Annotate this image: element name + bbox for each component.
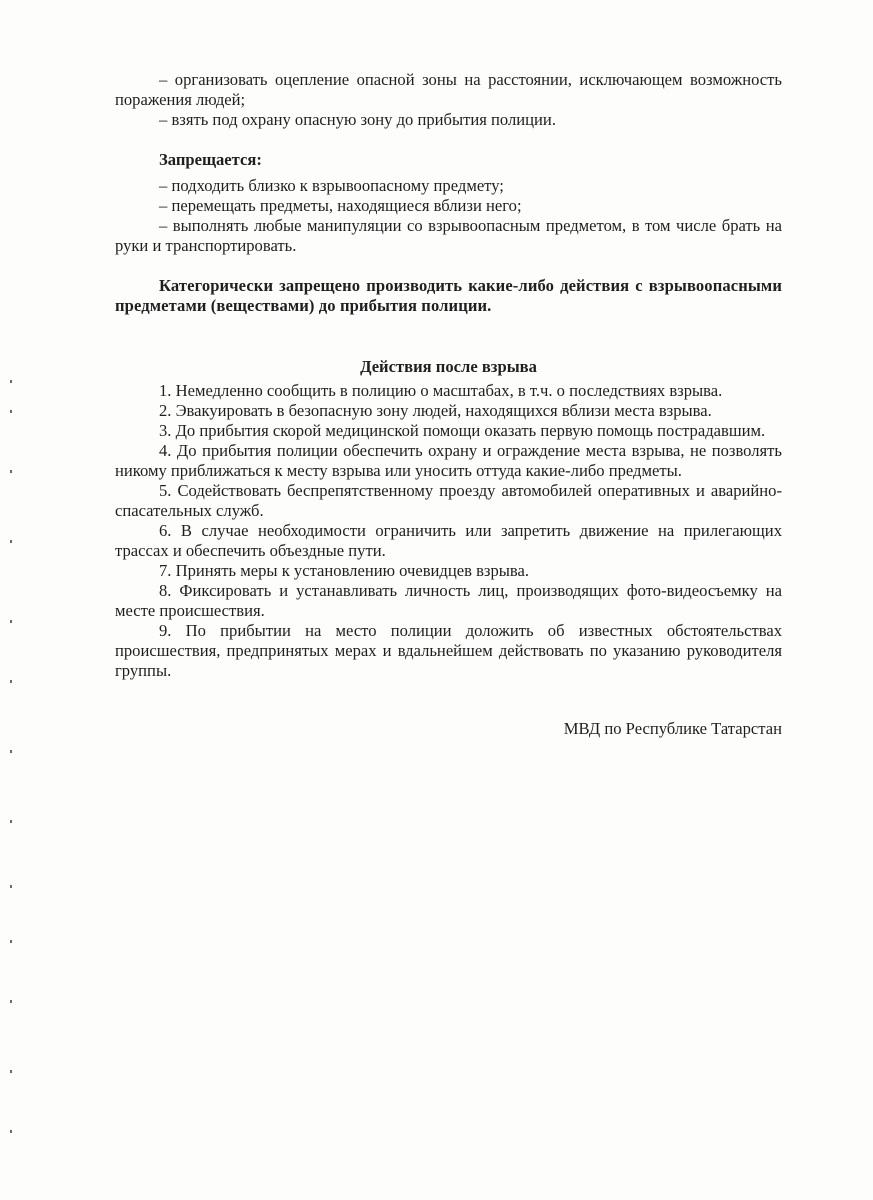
forbidden-heading: Запрещается: [159,150,262,169]
step-6: 6. В случае необходимости ограничить или запретить движение на прилегающих трассах и обеспечить объездные пути. [115,521,782,560]
intro-item-2: – взять под охрану опасную зону до прибытия полиции. [159,110,556,129]
step-2: 2. Эвакуировать в безопасную зону людей, находящихся вблизи места взрыва. [159,401,712,420]
forbidden-item-1: – подходить близко к взрывоопасному предмету; [159,176,504,195]
step-5: 5. Содействовать беспрепятственному проезду автомобилей оперативных и аварийно-спасательных служб. [115,481,782,520]
step-9: 9. По прибытии на место полиции доложить об известных обстоятельствах происшествия, предпринятых мерах и вдальнейшем действовать по указанию руководителя группы. [115,621,782,680]
step-1: 1. Немедленно сообщить в полицию о масштабах, в т.ч. о последствиях взрыва. [159,381,723,400]
forbidden-item-2: – перемещать предметы, находящиеся вблизи него; [159,196,522,215]
step-3: 3. До прибытия скорой медицинской помощи оказать первую помощь пострадавшим. [159,421,766,440]
signature: МВД по Республике Татарстан [563,719,782,738]
warning-paragraph: Категорически запрещено производить какие-либо действия с взрывоопасными предметами (веществами) до прибытия полиции. [115,276,782,315]
document-body [115,70,782,739]
forbidden-item-3: – выполнять любые манипуляции со взрывоопасным предметом, в том числе брать на руки и транспортировать. [115,216,782,255]
scan-margin-marks [10,380,20,1140]
section-title: Действия после взрыва [360,357,537,376]
step-7: 7. Принять меры к установлению очевидцев взрыва. [159,561,530,580]
step-4: 4. До прибытия полиции обеспечить охрану и ограждение места взрыва, не позволять никому приближаться к месту взрыва или уносить оттуда какие-либо предметы. [115,441,782,480]
intro-item-1: – организовать оцепление опасной зоны на расстоянии, исключающем возможность поражения людей; [115,70,782,109]
step-8: 8. Фиксировать и устанавливать личность лиц, производящих фото-видеосъемку на месте происшествия. [115,581,782,620]
